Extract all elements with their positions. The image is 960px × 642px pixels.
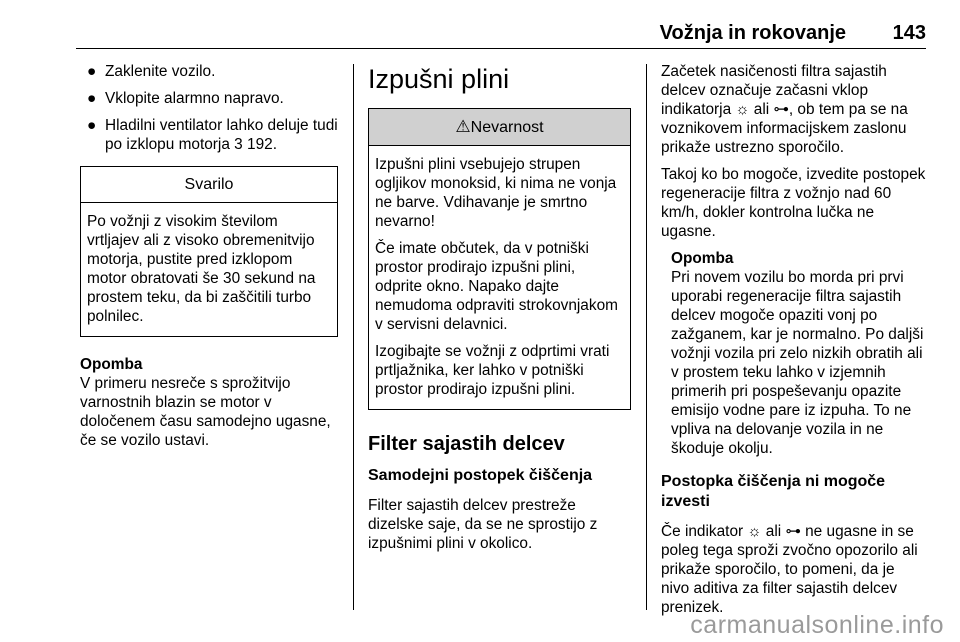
note-title: Opomba — [671, 250, 734, 267]
column-3 — [661, 62, 927, 625]
paragraph: Takoj ko bo mogoče, izvedite postopek regeneracije filtra z vožnjo nad 60 km/h, dokler kontrolna lučka ne ugasne. — [661, 166, 926, 240]
danger-paragraph: Če imate občutek, da v potniški prostor prodirajo izpušni plini, odprite okno. Napako dajte nemudoma odpraviti strokovnjakom v servisni delavnici. — [375, 240, 618, 333]
list-item: ● Zaklenite vozilo. — [87, 63, 216, 80]
subheading: Filter sajastih delcev — [368, 433, 565, 455]
danger-header — [369, 109, 630, 146]
page-header — [76, 22, 926, 48]
warning-triangle-icon: ⚠ — [455, 117, 471, 136]
note-block — [661, 249, 927, 458]
paragraph: Filter sajastih delcev prestreže dizelske saje, da se ne sprostijo z izpušnimi plini v okolico. — [368, 497, 598, 552]
header-rule — [76, 48, 926, 49]
column-2 — [368, 62, 631, 561]
caution-title: Svarilo — [81, 167, 337, 203]
note-text: V primeru nesreče s sprožitvijo varnostnih blazin se motor v določenem času samodejno ugasne, če se vozilo ustavi. — [80, 375, 331, 449]
note-title: Opomba — [80, 356, 143, 373]
subsubheading: Samodejni postopek čiščenja — [368, 467, 593, 484]
column-divider-1 — [353, 64, 354, 610]
bullet-list — [80, 62, 338, 154]
section-heading: Izpušni plini — [368, 64, 510, 94]
watermark: carmanualsonline.info — [690, 611, 944, 639]
bullet-icon: ● — [87, 63, 97, 80]
bullet-icon: ● — [87, 90, 97, 107]
paragraph: Če indikator ☼ ali ⊶ ne ugasne in se poleg tega sproži zvočno opozorilo ali prikaže sporočilo, to pomeni, da je nivo aditiva za filter sajastih delcev prenizek. — [661, 523, 918, 616]
running-title: Vožnja in rokovanje — [659, 22, 846, 44]
bullet-icon: ● — [87, 117, 97, 134]
danger-paragraph: Izogibajte se vožnji z odprtimi vrati prtljažnika, ker lahko v potniški prostor prodirajo izpušni plini. — [375, 343, 610, 398]
paragraph: Začetek nasičenosti filtra sajastih delcev označuje začasni vklop indikatorja ☼ ali ⊶, ob tem pa se na voznikovem informacijskem zaslonu prikaže ustrezno sporočilo. — [661, 63, 908, 156]
danger-title: Nevarnost — [470, 119, 544, 136]
danger-paragraph: Izpušni plini vsebujejo strupen ogljikov monoksid, ki nima ne vonja ne barve. Vdihavanje je smrtno nevarno! — [375, 156, 617, 230]
caution-text: Po vožnji z visokim številom vrtljajev ali z visoko obremenitvijo motorja, pustite pred izklopom motor obratovati še 30 sekund na prostem teku, da bi zaščitili turbo polnilec. — [87, 213, 316, 325]
subheading: Postopka čiščenja ni mogoče izvesti — [661, 473, 886, 510]
column-divider-2 — [646, 64, 647, 610]
list-item: ● Vklopite alarmno napravo. — [87, 90, 284, 107]
column-1 — [80, 62, 338, 450]
list-item: ● Hladilni ventilator lahko deluje tudi po izklopu motorja 3 192. — [87, 117, 338, 153]
page-number: 143 — [892, 22, 926, 44]
note-text: Pri novem vozilu bo morda pri prvi uporabi regeneracije filtra sajastih delcev mogoče opaziti vonj po zažganem, kar je normalno. Po daljši vožnji vozila pri zelo nizkih obratih ali v prostem teku lahko v izjemnih primerih pri pospeševanju opazite emisijo vodne pare iz izpuha. To ne vpliva na delovanje vozila in ne škoduje okolju. — [671, 269, 924, 457]
caution-box — [80, 166, 338, 337]
danger-box — [368, 108, 631, 410]
